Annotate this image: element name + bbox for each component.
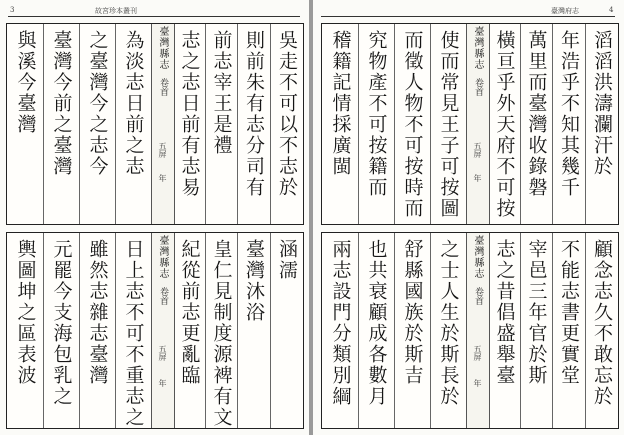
column	[237, 24, 271, 224]
banner-mark: 五屏	[473, 345, 482, 361]
column	[322, 24, 359, 224]
column	[7, 24, 44, 224]
column-text: 稽籍記情採廣閩	[329, 30, 352, 177]
banner-mark: 年	[158, 379, 167, 387]
banner-title: 臺灣縣志	[472, 26, 483, 70]
column-text: 則前朱有志分司有	[243, 30, 265, 198]
column-text: 前志宰王是禮	[210, 30, 233, 156]
column	[585, 24, 618, 224]
left-bottom-panel	[6, 232, 304, 429]
banner-mark: 五屏	[158, 345, 167, 361]
column	[552, 24, 586, 224]
column-text: 雖然志雜志臺灣	[86, 239, 109, 386]
right-bottom-panel	[321, 232, 619, 429]
column	[585, 233, 618, 428]
column	[270, 233, 303, 428]
left-top-panel	[6, 23, 304, 225]
banner-mark: 五屏	[473, 142, 482, 158]
column-text: 皇仁見制度源裨有文	[210, 239, 233, 428]
book-banner	[151, 24, 175, 224]
column	[7, 233, 44, 428]
column-text: 涵濡	[276, 239, 298, 281]
column	[115, 24, 152, 224]
column-text: 兩志設門分類別綱	[329, 239, 352, 407]
right-page-number: 4	[609, 6, 614, 14]
column-text: 年浩乎不知其幾千	[558, 30, 580, 198]
right-header-rule	[321, 16, 615, 17]
column	[115, 233, 152, 428]
left-running-title: 故宮珍本叢刊	[95, 7, 137, 15]
column-text: 使而常見王子可按圖	[437, 30, 460, 219]
column	[488, 233, 521, 428]
column-text: 紀從前志更亂臨	[178, 239, 201, 386]
column	[79, 24, 116, 224]
column	[552, 233, 586, 428]
column-text: 之士人生於斯長於	[437, 239, 460, 407]
book-banner	[151, 233, 175, 428]
column-text: 與溪今臺灣	[14, 30, 37, 135]
right-page	[313, 0, 624, 435]
banner-mark: 年	[473, 379, 482, 387]
column-text: 萬里而臺灣收錄磐	[525, 30, 548, 198]
banner-mark: 五屏	[158, 142, 167, 158]
column	[520, 233, 553, 428]
column-text: 志之志日前有志易	[178, 30, 201, 198]
column	[79, 233, 116, 428]
banner-volume: 卷首	[158, 78, 168, 96]
column-text: 吳走不可以不志於	[276, 30, 298, 198]
column-text: 元罷今支海包乳之	[50, 239, 73, 407]
column	[520, 24, 553, 224]
column	[322, 233, 359, 428]
column	[430, 233, 467, 428]
banner-mark: 年	[473, 174, 482, 182]
column-text: 日上志不可不重志之	[122, 239, 145, 428]
column	[43, 233, 80, 428]
column	[205, 233, 238, 428]
banner-title: 臺灣縣志	[157, 235, 168, 279]
left-page-number: 3	[10, 6, 15, 14]
banner-volume: 卷首	[158, 287, 168, 305]
column-text: 而徵人物不可按時而	[401, 30, 424, 219]
column-text: 臺灣今前之臺灣	[50, 30, 73, 177]
column-text: 橫亘乎外天府不可按	[493, 30, 516, 219]
book-banner	[466, 24, 490, 224]
column-text: 為淡志日前之志	[122, 30, 145, 177]
column	[488, 24, 521, 224]
column	[173, 233, 206, 428]
book-banner	[466, 233, 490, 428]
banner-volume: 卷首	[473, 287, 483, 305]
column	[394, 233, 431, 428]
column	[43, 24, 80, 224]
column-text: 也共衰顧成各數月	[365, 239, 388, 407]
column-text: 滔滔洪濤瀾汗於	[591, 30, 613, 177]
column	[205, 24, 238, 224]
column-text: 舒縣國族於斯吉	[401, 239, 424, 386]
column	[430, 24, 467, 224]
left-page	[0, 0, 309, 435]
column-text: 究物產不可按籍而	[365, 30, 388, 198]
banner-title: 臺灣縣志	[157, 26, 168, 70]
column	[394, 24, 431, 224]
banner-mark: 年	[158, 174, 167, 182]
column	[358, 24, 395, 224]
column-text: 志之昔倡盛舉臺	[493, 239, 516, 386]
column-text: 宰邑三年官於斯	[525, 239, 548, 386]
banner-title: 臺灣縣志	[472, 235, 483, 279]
column-text: 臺灣沐浴	[243, 239, 265, 323]
column-text: 不能志書更實堂	[558, 239, 580, 386]
right-running-title: 臺灣府志	[551, 7, 579, 15]
column	[358, 233, 395, 428]
column-text: 顧念志久不敢忘於	[591, 239, 613, 407]
column	[237, 233, 271, 428]
banner-volume: 卷首	[473, 78, 483, 96]
column-text: 輿圖坤之區表波	[14, 239, 37, 386]
right-top-panel	[321, 23, 619, 225]
left-header-rule	[8, 16, 300, 17]
column	[270, 24, 303, 224]
column-text: 之臺灣今之志今	[86, 30, 109, 177]
column	[173, 24, 206, 224]
